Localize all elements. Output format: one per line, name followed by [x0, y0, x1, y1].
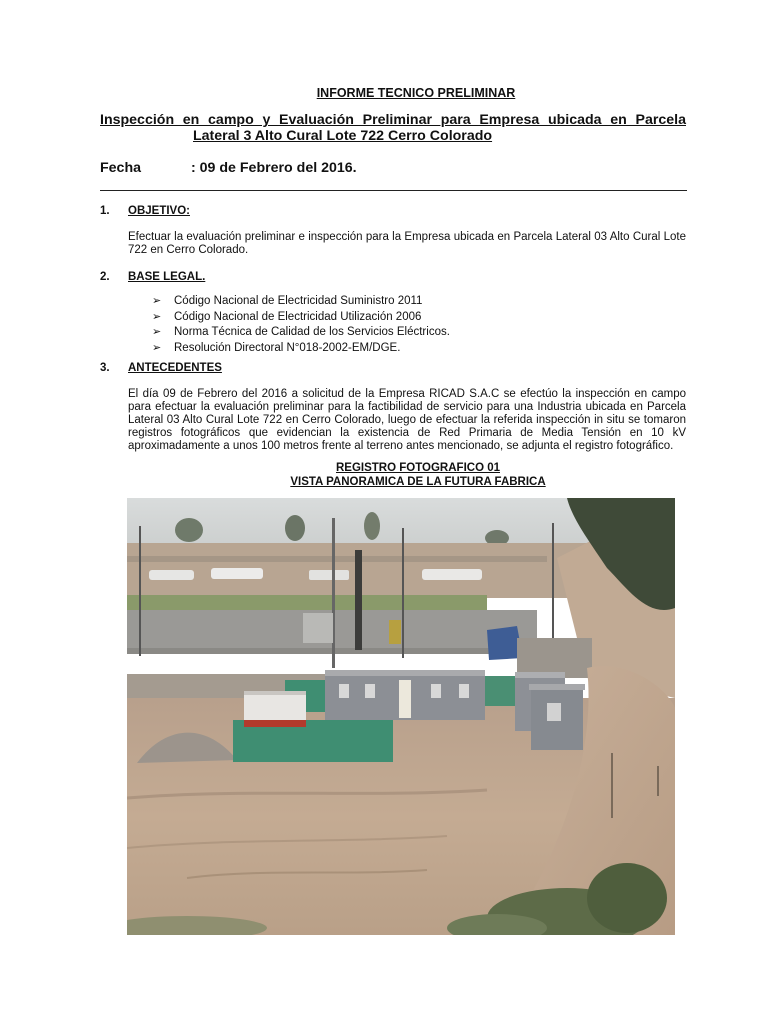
legal-basis-list [152, 294, 450, 356]
section-3-title: ANTECEDENTES [128, 362, 222, 374]
section-1-text: Efectuar la evaluación preliminar e inspección para la Empresa ubicada en Parcela Lateral 03 Alto Cural Lote 722 en Cerro Colorado. [128, 231, 686, 256]
photo-caption-line-2: VISTA PANORAMICA DE LA FUTURA FABRICA [290, 476, 546, 488]
arrowhead-bullet-icon: ➢ [152, 310, 162, 323]
section-3-number: 3. [100, 362, 110, 374]
section-1-title: OBJETIVO: [128, 205, 190, 217]
report-title: INFORME TECNICO PRELIMINAR [316, 86, 516, 100]
date-value: : 09 de Febrero del 2016. [191, 160, 357, 176]
section-2-title: BASE LEGAL. [128, 271, 206, 283]
header-divider [100, 190, 687, 191]
photo-caption-line-1: REGISTRO FOTOGRAFICO 01 [336, 462, 500, 474]
arrowhead-bullet-icon: ➢ [152, 295, 162, 307]
section-2-number: 2. [100, 271, 110, 283]
list-item: ➢ Resolución Directoral N°018-2002-EM/DGE. [152, 341, 450, 357]
report-subject [100, 112, 686, 144]
list-item: ➢ Código Nacional de Electricidad Suministro 2011 [152, 294, 450, 310]
report-subject-line-2: Lateral 3 Alto Cural Lote 722 Cerro Colorado [193, 128, 493, 144]
report-subject-line-1: Inspección en campo y Evaluación Preliminar para Empresa ubicada en Parcela [100, 112, 686, 128]
list-item: ➢ Código Nacional de Electricidad Utilización 2006 [152, 310, 450, 326]
site-photo-illustration [127, 498, 675, 935]
date-label: Fecha [100, 160, 142, 176]
report-date [100, 160, 357, 176]
section-3-text: El día 09 de Febrero del 2016 a solicitud de la Empresa RICAD S.A.C se efectúo la inspección en campo para efectuar la evaluación preliminar para la factibilidad de servicio para una Industria ubicada en Parcela Lateral 03 Alto Cural Lote 722 en Cerro Colorado, luego de efectuar la referida inspección in situ se tomaron registros fotográficos que evidencian la existencia de Red Primaria de Media Tensión en 10 kV aproximadamente a unos 100 metros frente al terreno antes mencionado, se adjunta el registro fotográfico. [128, 388, 686, 452]
panoramic-site-photo [127, 498, 675, 935]
list-item: ➢ Norma Técnica de Calidad de los Servicios Eléctricos. [152, 325, 450, 341]
arrowhead-bullet-icon: ➢ [152, 341, 162, 354]
arrowhead-bullet-icon: ➢ [152, 326, 162, 338]
section-1-number: 1. [100, 205, 110, 217]
